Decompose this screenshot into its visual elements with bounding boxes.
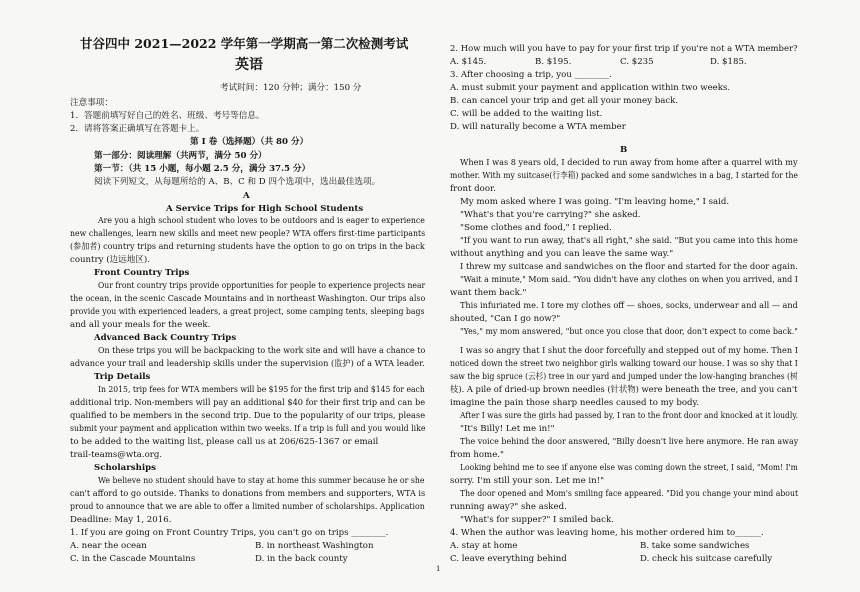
option-a: A. must submit your payment and application within two weeks. bbox=[450, 83, 731, 93]
subject-title: 英语 bbox=[235, 57, 263, 73]
passage-line: (参加者) country trips and returning students have the option to go on trips in the back bbox=[70, 242, 425, 252]
exam-title: 甘谷四中 2021—2022 学年第一学期高一第二次检测考试 bbox=[80, 36, 409, 51]
passage-line: "If you want to run away, that's all right," she said. "But you came into this home bbox=[460, 236, 798, 246]
passage-line: After I was sure the girls had passed by, I ran to the front door and knocked at it loudly. bbox=[460, 411, 799, 421]
option-c: C. leave everything behind bbox=[450, 554, 567, 564]
option-c: C. in the Cascade Mountains bbox=[70, 554, 196, 564]
time-info: 考试时间：120 分钟；满分：150 分 bbox=[220, 83, 362, 93]
option-d: D. in the back county bbox=[255, 554, 348, 564]
passage-line: "Some clothes and food," I replied. bbox=[460, 223, 612, 233]
passage-line: front door. bbox=[450, 184, 496, 194]
notice-heading: 注意事项： bbox=[70, 98, 113, 108]
passage-line: from home." bbox=[450, 450, 504, 460]
question-stem: 3. After choosing a trip, you ________. bbox=[450, 70, 612, 80]
passage-line: qualified to be members in the second trip. Due to the popularity of our trips, please bbox=[70, 411, 426, 421]
passage-line: In 2015, trip fees for WTA members will be $195 for the first trip and $145 for each bbox=[98, 385, 425, 395]
notice-item: 1．答题前填写好自己的姓名、班级、考号等信息。 bbox=[70, 111, 265, 121]
passage-line: Deadline: May 1, 2016. bbox=[70, 515, 172, 525]
passage-line: can't afford to go outside. Thanks to donations from members and supporters, WTA is bbox=[70, 489, 426, 499]
passage-line: On these trips you will be backpacking to the work site and will have a chance to bbox=[98, 346, 426, 356]
passage-line: I was so angry that I shut the door forcefully and stepped out of my home. Then I bbox=[460, 346, 798, 356]
passage-line: noticed down the street two neighbor girls walking toward our house. I was so shy that I bbox=[450, 359, 798, 369]
option-b: B. $195. bbox=[535, 57, 572, 67]
passage-line: "Yes," my mom answered, "but once you close that door, don't expect to come back." bbox=[460, 327, 798, 337]
question-stem: 4. When the author was leaving home, his mother ordered him to______. bbox=[450, 528, 764, 538]
passage-line: provide you with experienced leaders, a great project, some camping tents, sleeping bags bbox=[70, 307, 425, 317]
passage-line: We believe no student should have to stay at home this summer because he or she bbox=[98, 476, 425, 486]
passage-line: country (边远地区). bbox=[70, 255, 151, 265]
subheading: Advanced Back Country Trips bbox=[94, 333, 237, 343]
passage-line: When I was 8 years old, I decided to run away from home after a quarrel with my bbox=[460, 158, 798, 168]
passage-line: without anything and you can leave the same way." bbox=[450, 249, 674, 259]
part-heading: 第一部分：阅读理解（共两节，满分 50 分） bbox=[94, 151, 267, 161]
passage-line: Our front country trips provide opportunities for people to experience projects near bbox=[98, 281, 426, 291]
option-a: A. near the ocean bbox=[70, 541, 147, 551]
passage-line: additional trip. Non-members will pay an additional $40 for their first trip and can be bbox=[70, 398, 426, 408]
page-number: 1 bbox=[436, 565, 441, 573]
passage-line: shouted, "Can I go now?" bbox=[450, 314, 561, 324]
passage-title: A Service Trips for High School Students bbox=[166, 204, 364, 214]
passage-line: This infuriated me. I tore my clothes off — shoes, socks, underwear and all — and bbox=[460, 301, 798, 311]
passage-line: imagine the pain those sharp needles caused to my body. bbox=[450, 398, 699, 408]
passage-line: sorry. I'm still your son. Let me in!" bbox=[450, 476, 605, 486]
option-b: B. in northeast Washington bbox=[255, 541, 374, 551]
passage-line: mother. With my suitcase(行李箱) packed and some sandwiches in a bag, I started for the bbox=[450, 171, 798, 181]
passage-line: Are you a high school student who loves to be outdoors and is eager to experience bbox=[98, 216, 425, 226]
passage-line: "It's Billy! Let me in!" bbox=[460, 424, 555, 434]
volume-heading: 第 I 卷（选择题）（共 80 分） bbox=[190, 137, 309, 147]
option-b: B. take some sandwiches bbox=[640, 541, 750, 551]
passage-line: advance your trail and leadership skills under the supervision (监护) of a WTA leader. bbox=[70, 359, 425, 369]
option-a: A. $145. bbox=[450, 57, 487, 67]
passage-line: The door opened and Mom's smiling face appeared. "Did you change your mind about bbox=[460, 489, 799, 499]
instruction: 阅读下列短文，从每题所给的 A、B、C 和 D 四个选项中，选出最佳选项。 bbox=[94, 177, 381, 187]
passage-line: proud to announce that we are able to offer a limited number of scholarships. Application bbox=[70, 502, 425, 512]
question-stem: 2. How much will you have to pay for your first trip if you're not a WTA member? bbox=[450, 44, 798, 54]
option-c: C. will be added to the waiting list. bbox=[450, 109, 603, 119]
option-c: C. $235 bbox=[620, 57, 654, 67]
option-d: D. $185. bbox=[710, 57, 747, 67]
option-a: A. stay at home bbox=[450, 541, 518, 551]
passage-line: to be added to the waiting list, please call us at 206/625-1367 or email bbox=[70, 437, 379, 447]
passage-letter: A bbox=[243, 191, 250, 201]
passage-line: Looking behind me to see if anyone else was coming down the street, I said, "Mom! I'm bbox=[460, 463, 798, 473]
option-d: D. check his suitcase carefully bbox=[640, 554, 773, 564]
passage-line: submit your payment and application within two weeks. If a trip is full and you would like bbox=[70, 424, 426, 434]
passage-line: "What's that you're carrying?" she asked. bbox=[460, 210, 641, 220]
passage-letter: B bbox=[620, 145, 628, 155]
question-stem: 1. If you are going on Front Country Trips, you can't go on trips ________. bbox=[70, 528, 389, 538]
notice-item: 2．请将答案正确填写在答题卡上。 bbox=[70, 124, 205, 134]
passage-line: trail-teams@wta.org. bbox=[70, 450, 163, 460]
subheading: Front Country Trips bbox=[94, 268, 190, 278]
subheading: Trip Details bbox=[94, 372, 151, 382]
passage-line: running away?" she asked. bbox=[450, 502, 567, 512]
passage-line: I threw my suitcase and sandwiches on the floor and started for the door again. bbox=[460, 262, 798, 272]
passage-line: "What's for supper?" I smiled back. bbox=[460, 515, 614, 525]
passage-line: 枝). A pile of dried-up brown needles (针状物) were beneath the tree, and you can't bbox=[450, 385, 798, 395]
passage-line: The voice behind the door answered, "Billy doesn't live here anymore. He ran away bbox=[460, 437, 799, 447]
passage-line: and all your meals for the week. bbox=[70, 320, 211, 330]
passage-line: My mom asked where I was going. "I'm leaving home," I said. bbox=[460, 197, 730, 207]
option-d: D. will naturally become a WTA member bbox=[450, 122, 626, 132]
option-b: B. can cancel your trip and get all your money back. bbox=[450, 96, 679, 106]
passage-line: saw the big spruce (云杉) tree in our yard and jumped under the low-hanging branches (树 bbox=[450, 372, 798, 382]
passage-line: new challenges, learn new skills and meet new people? WTA offers first-time participants bbox=[70, 229, 426, 239]
passage-line: the ocean, in the scenic Cascade Mountains and in northeast Washington. Our trips also bbox=[70, 294, 426, 304]
passage-line: "Wait a minute," Mom said. "You didn't have any clothes on when you arrived, and I bbox=[460, 275, 798, 285]
section-heading: 第一节：（共 15 小题，每小题 2.5 分，满分 37.5 分） bbox=[94, 164, 311, 174]
passage-line: want them back." bbox=[450, 288, 527, 298]
subheading: Scholarships bbox=[94, 463, 156, 473]
